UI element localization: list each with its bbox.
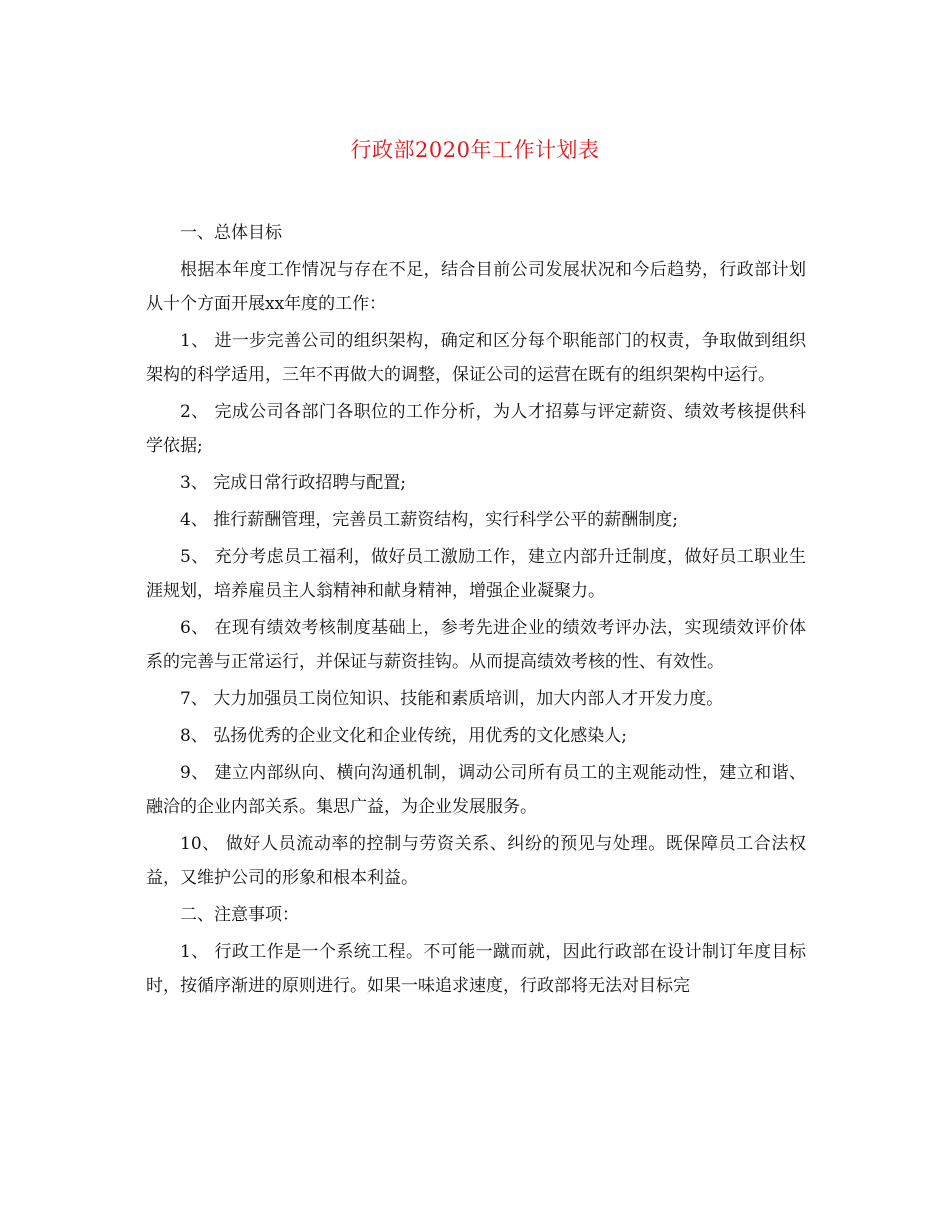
list-item-4: 4、 推行薪酬管理，完善员工薪资结构，实行科学公平的薪酬制度; <box>180 510 678 530</box>
section-heading-notes: 二、注意事项： <box>180 905 299 925</box>
list-item-10: 10、 做好人员流动率的控制与劳资关系、纠纷的预见与处理。既保障员工合法权益，又维护公司的形象和根本利益。 <box>146 834 806 888</box>
list-item-1: 1、 进一步完善公司的组织架构，确定和区分每个职能部门的权责，争取做到组织架构的科学适用，三年不再做大的调整，保证公司的运营在既有的组织架构中运行。 <box>146 331 806 385</box>
note-item-1: 1、 行政工作是一个系统工程。不可能一蹴而就，因此行政部在设计制订年度目标时，按循序渐进的原则进行。如果一味追求速度，行政部将无法对目标完 <box>146 942 806 996</box>
list-item-5: 5、 充分考虑员工福利，做好员工激励工作，建立内部升迁制度，做好员工职业生涯规划，培养雇员主人翁精神和献身精神，增强企业凝聚力。 <box>146 547 806 601</box>
document-body <box>146 216 806 1006</box>
list-item-9: 9、 建立内部纵向、横向沟通机制，调动公司所有员工的主观能动性，建立和谐、融洽的企业内部关系。集思广益，为企业发展服务。 <box>146 763 806 817</box>
paragraph-intro: 根据本年度工作情况与存在不足，结合目前公司发展状况和今后趋势，行政部计划从十个方面开展xx年度的工作： <box>146 260 806 314</box>
list-item-6: 6、 在现有绩效考核制度基础上，参考先进企业的绩效考评办法，实现绩效评价体系的完善与正常运行，并保证与薪资挂钩。从而提高绩效考核的性、有效性。 <box>146 618 806 672</box>
list-item-7: 7、 大力加强员工岗位知识、技能和素质培训，加大内部人才开发力度。 <box>180 689 724 709</box>
list-item-2: 2、 完成公司各部门各职位的工作分析，为人才招募与评定薪资、绩效考核提供科学依据; <box>146 402 806 456</box>
section-heading-overall-goal: 一、总体目标 <box>180 223 282 243</box>
list-item-8: 8、 弘扬优秀的企业文化和企业传统，用优秀的文化感染人; <box>180 726 627 746</box>
list-item-3: 3、 完成日常行政招聘与配置; <box>180 473 406 493</box>
document-title: 行政部2020年工作计划表 <box>350 138 600 162</box>
